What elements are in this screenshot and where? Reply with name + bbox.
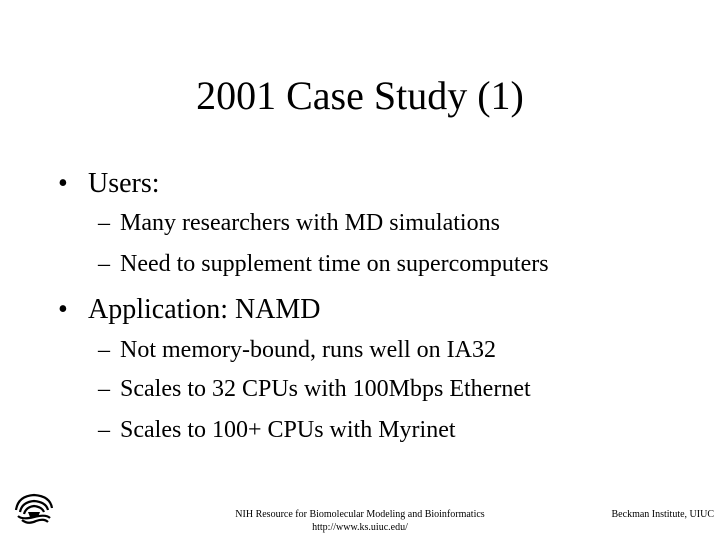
beckman-institute-logo-icon xyxy=(8,490,60,536)
bullet-marker: • xyxy=(58,168,68,199)
footer-center xyxy=(210,508,510,534)
sub-item-text: Not memory-bound, runs well on IA32 xyxy=(120,337,496,363)
bullet-marker: • xyxy=(58,294,68,325)
sub-marker: – xyxy=(98,251,110,277)
footer-url[interactable]: http://www.ks.uiuc.edu/ xyxy=(312,522,408,533)
sub-item-text: Need to supplement time on supercomputers xyxy=(120,251,549,277)
bullet-application xyxy=(58,294,321,326)
footer-institute: Beckman Institute, UIUC xyxy=(611,509,714,520)
sub-item xyxy=(98,336,496,364)
slide-title: 2001 Case Study (1) xyxy=(196,73,524,118)
bullet-users xyxy=(58,168,160,200)
sub-item xyxy=(98,375,531,403)
sub-item-text: Scales to 100+ CPUs with Myrinet xyxy=(120,417,456,443)
sub-marker: – xyxy=(98,376,110,402)
footer-resource-name: NIH Resource for Biomolecular Modeling and Bioinformatics xyxy=(235,509,485,520)
bullet-heading: Users: xyxy=(88,168,160,199)
sub-item xyxy=(98,250,549,278)
bullet-heading: Application: NAMD xyxy=(88,294,321,325)
sub-marker: – xyxy=(98,337,110,363)
sub-marker: – xyxy=(98,417,110,443)
sub-item xyxy=(98,209,500,237)
sub-marker: – xyxy=(98,210,110,236)
sub-item-text: Many researchers with MD simulations xyxy=(120,210,500,236)
sub-item xyxy=(98,416,456,444)
sub-item-text: Scales to 32 CPUs with 100Mbps Ethernet xyxy=(120,376,531,402)
